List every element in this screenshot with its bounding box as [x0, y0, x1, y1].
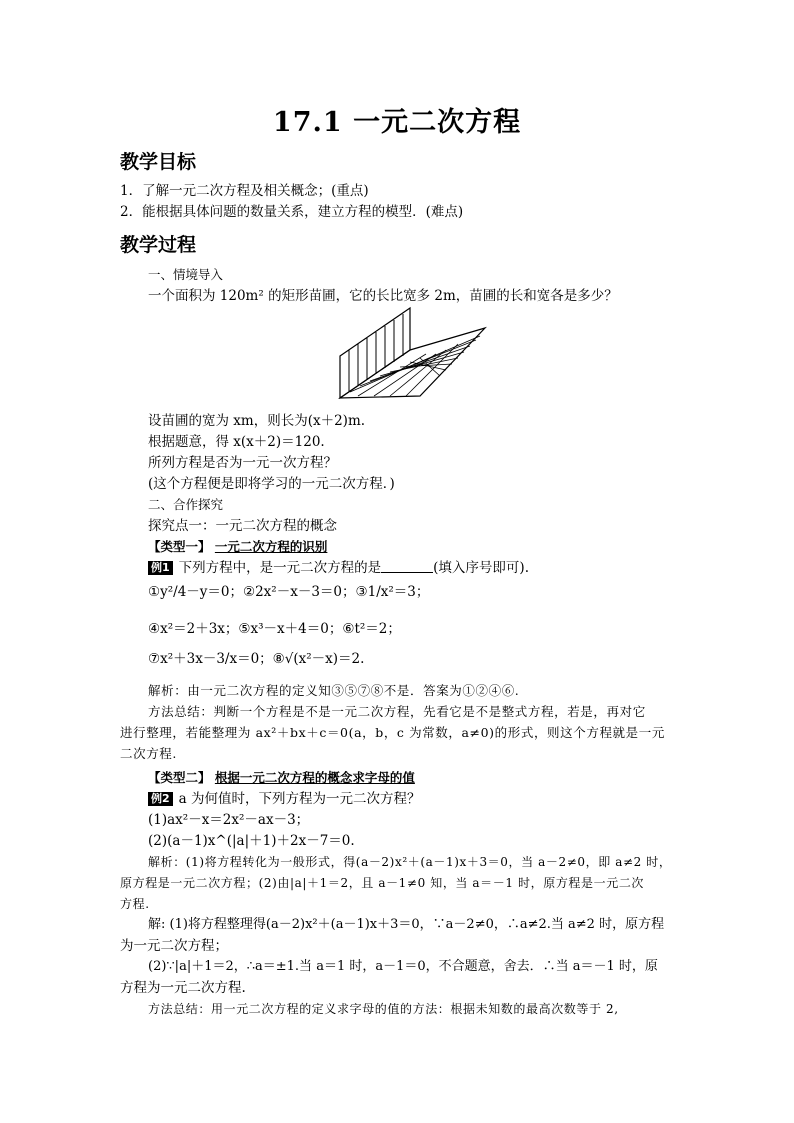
nursery-illustration [330, 306, 490, 402]
type1-label: 【类型一】 [148, 539, 211, 554]
summary-1-line-3: 二次方程. [120, 746, 177, 761]
step-2: 根据题意，得 x(x＋2)＝120. [148, 434, 325, 450]
equations-line-2 [148, 620, 401, 638]
example-2-text: a 为何值时，下列方程为一元二次方程？ [178, 791, 421, 807]
solution-line-2: 为一元二次方程； [120, 938, 228, 954]
analysis-2-line-1: 解析：(1)将方程转化为一般形式，得(a－2)x²＋(a－1)x＋3＝0，当 a－2≠0，即 a≠2 时， [148, 855, 672, 869]
type2-label: 【类型二】 [148, 770, 211, 785]
solution-line-3: (2)∵|a|＋1＝2，∴a＝±1.当 a＝1 时，a－1＝0，不合题意，舍去．∴当 a＝－1 时，原 [148, 959, 658, 974]
point-1: 探究点一：一元二次方程的概念 [148, 518, 337, 534]
example-1-text-b: (填入序号即可). [433, 560, 529, 576]
step-1: 设苗圃的宽为 xm，则长为(x＋2)m. [148, 413, 366, 429]
example-2-badge: 例2 [148, 792, 173, 806]
example-2-question-1: (1)ax²－x＝2x²－ax－3； [148, 812, 310, 828]
analysis-2-line-3: 方程. [120, 897, 150, 911]
section1-title: 一、情境导入 [148, 267, 224, 282]
equations-line-3-text: ⑦x²＋3x－3/x＝0；⑧√(x²－x)＝2. [148, 651, 365, 667]
goal-item-1: 1．了解一元二次方程及相关概念；(重点) [120, 183, 369, 199]
solution-line-1: 解: (1)将方程整理得(a－2)x²＋(a－1)x＋3＝0，∵a－2≠0，∴a≠2.当 a≠2 时，原方程 [148, 917, 665, 932]
goals-heading: 教学目标 [120, 151, 197, 173]
example-1-badge: 例1 [148, 561, 173, 575]
example-1-text-a: 下列方程中，是一元二次方程的是 [178, 560, 382, 576]
summary-1-line-2: 进行整理，若能整理为 ax²＋bx＋c＝0(a，b，c 为常数，a≠0)的形式，则这个方程就是一元 [120, 725, 665, 740]
goal-item-2: 2．能根据具体问题的数量关系，建立方程的模型．(难点) [120, 204, 464, 220]
page-title: 17.1 一元二次方程 [272, 107, 522, 138]
equations-line-3 [148, 650, 364, 668]
type1-row [148, 538, 327, 556]
summary-2-line-1: 方法总结：用一元二次方程的定义求字母的值的方法：根据未知数的最高次数等于 2, [148, 1002, 619, 1016]
process-heading: 教学过程 [120, 234, 197, 256]
intro-question: 一个面积为 120m² 的矩形苗圃，它的长比宽多 2m，苗圃的长和宽各是多少？ [148, 288, 618, 304]
equations-line-1-text: ①y²/4－y＝0；②2x²－x－3＝0；③1/x²＝3； [148, 584, 430, 600]
summary-1-line-1: 方法总结：判断一个方程是不是一元二次方程，先看它是不是整式方程，若是，再对它 [148, 704, 646, 719]
example-1 [148, 559, 529, 577]
equations-line-2-text: ④x²＝2＋3x；⑤x³－x＋4＝0；⑥t²＝2； [148, 621, 401, 637]
example-2-question-2: (2)(a－1)x^(|a|＋1)＋2x－7＝0. [148, 833, 355, 849]
section2-title: 二、合作探究 [148, 497, 224, 512]
answer-blank [381, 560, 433, 573]
analysis-2-line-2: 原方程是一元二次方程；(2)由|a|＋1＝2，且 a－1≠0 知，当 a＝－1 时，原方程是一元二次 [120, 876, 645, 890]
example-2 [148, 790, 421, 808]
analysis-1: 解析：由一元二次方程的定义知③⑤⑦⑧不是．答案为①②④⑥. [148, 683, 520, 698]
equations-line-1 [148, 583, 429, 601]
solution-line-4: 方程为一元二次方程. [120, 980, 246, 996]
type1-title: 一元二次方程的识别 [214, 539, 328, 554]
step-4: (这个方程便是即将学习的一元二次方程．) [148, 476, 395, 492]
step-3: 所列方程是否为一元一次方程？ [148, 455, 337, 471]
type2-row [148, 769, 415, 787]
type2-title: 根据一元二次方程的概念求字母的值 [214, 770, 415, 785]
